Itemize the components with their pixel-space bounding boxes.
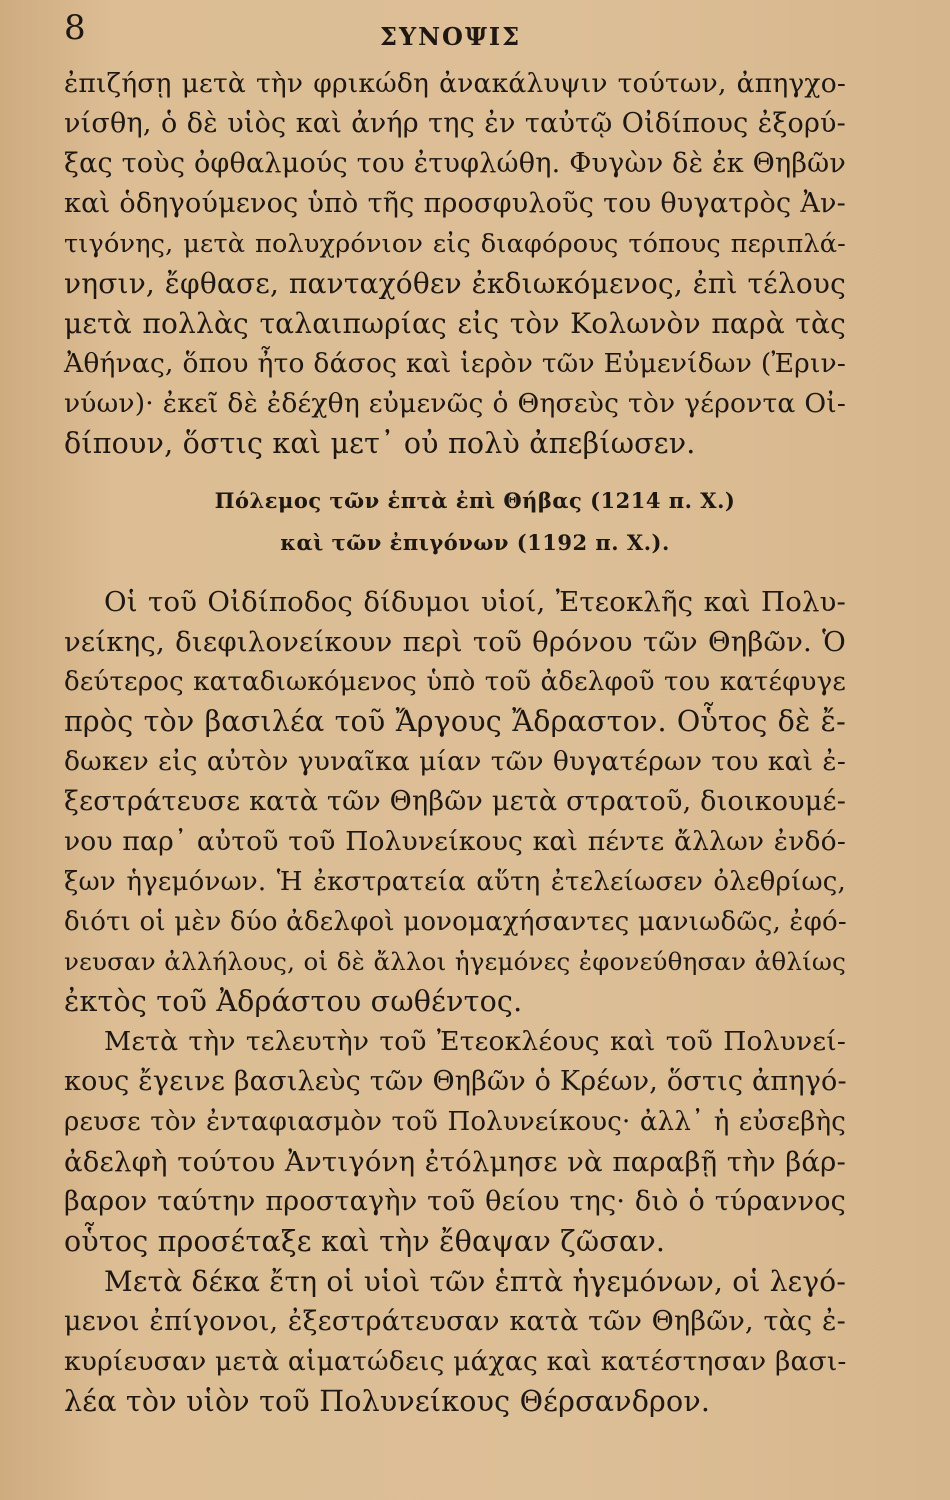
text-line: δωκεν εἰς αὐτὸν γυναῖκα μίαν τῶν θυγατέρων του καὶ ἐ-	[64, 746, 846, 777]
text-line: μενοι ἐπίγονοι, ἐξεστράτευσαν κατὰ τῶν Θηβῶν, τὰς ἐ-	[64, 1306, 846, 1337]
text-line: ἐκτὸς τοῦ Ἀδράστου σωθέντος.	[64, 985, 523, 1018]
text-line: βαρον ταύτην προσταγὴν τοῦ θείου της· διὸ ὁ τύραννος	[64, 1186, 846, 1217]
text-line: οὗτος προσέταξε καὶ τὴν ἔθαψαν ζῶσαν.	[64, 1225, 666, 1258]
text-line: λέα τὸν υἱὸν τοῦ Πολυνείκους Θέρσανδρον.	[64, 1385, 711, 1418]
text-line: νησιν, ἔφθασε, πανταχόθεν ἐκδιωκόμενος, ἐπὶ τέλους	[64, 267, 846, 300]
text-line: καὶ ὁδηγούμενος ὑπὸ τῆς προσφυλοῦς του θυγατρὸς Ἀν-	[64, 188, 846, 219]
text-line: δεύτερος καταδιωκόμενος ὑπὸ τοῦ ἀδελφοῦ του κατέφυγε	[64, 667, 846, 697]
text-line: ἀδελφὴ τούτου Ἀντιγόνη ἐτόλμησε νὰ παραβῇ τὴν βάρ-	[64, 1146, 846, 1178]
page-number: 8	[64, 8, 87, 48]
text-line: διότι οἱ μὲν δύο ἀδελφοὶ μονομαχήσαντες μανιωδῶς, ἐφό-	[64, 907, 847, 937]
text-line: ξεστράτευσε κατὰ τῶν Θηβῶν μετὰ στρατοῦ, διοικουμέ-	[64, 786, 847, 817]
text-line: κυρίευσαν μετὰ αἱματώδεις μάχας καὶ κατέστησαν βασι-	[64, 1346, 847, 1377]
text-line: νίσθη, ὁ δὲ υἱὸς καὶ ἀνήρ της ἐν ταὐτῷ Οἰδίπους ἐξορύ-	[64, 108, 846, 139]
text-line: Ἀθήνας, ὅπου ἦτο δάσος καὶ ἱερὸν τῶν Εὐμενίδων (Ἐριν-	[64, 348, 846, 379]
text-line: δίπουν, ὅστις καὶ μετ᾽ οὐ πολὺ ἀπεβίωσεν.	[64, 427, 696, 460]
text-line: Μετὰ τὴν τελευτὴν τοῦ Ἐτεοκλέους καὶ τοῦ Πολυνεί-	[104, 1026, 846, 1057]
text-line: ξας τοὺς ὀφθαλμούς του ἐτυφλώθη. Φυγὼν δὲ ἐκ Θηβῶν	[64, 148, 846, 179]
text-line: νου παρ᾽ αὐτοῦ τοῦ Πολυνείκους καὶ πέντε ἄλλων ἐνδό-	[64, 826, 846, 857]
text-line: τιγόνης, μετὰ πολυχρόνιον εἰς διαφόρους τόπους περιπλά-	[64, 229, 846, 259]
section-heading-line-1: Πόλεμος τῶν ἑπτὰ ἐπὶ Θήβας (1214 π. Χ.)	[214, 488, 736, 513]
text-line: μετὰ πολλὰς ταλαιπωρίας εἰς τὸν Κολωνὸν παρὰ τὰς	[64, 307, 846, 340]
text-line: πρὸς τὸν βασιλέα τοῦ Ἄργους Ἄδραστον. Οὗτος δὲ ἔ-	[64, 705, 846, 738]
text-line: ξων ἡγεμόνων. Ἡ ἐκστρατεία αὕτη ἐτελείωσεν ὀλεθρίως,	[64, 867, 846, 897]
text-line: νύων)· ἐκεῖ δὲ ἐδέχθη εὐμενῶς ὁ Θησεὺς τὸν γέροντα Οἰ-	[64, 388, 846, 419]
text-line: ρευσε τὸν ἐνταφιασμὸν τοῦ Πολυνείκους· ἀλλ᾽ ἡ εὐσεβὴς	[64, 1107, 846, 1137]
section-heading-line-2: καὶ τῶν ἐπιγόνων (1192 π. Χ.).	[280, 530, 670, 555]
text-line: νευσαν ἀλλήλους, οἱ δὲ ἄλλοι ἡγεμόνες ἐφονεύθησαν ἀθλίως	[64, 947, 846, 976]
text-line: ἐπιζήσῃ μετὰ τὴν φρικώδη ἀνακάλυψιν τούτων, ἀπηγχο-	[64, 68, 846, 99]
text-line: Οἱ τοῦ Οἰδίποδος δίδυμοι υἱοί, Ἐτεοκλῆς καὶ Πολυ-	[104, 586, 846, 618]
text-line: Μετὰ δέκα ἔτη οἱ υἱοὶ τῶν ἑπτὰ ἡγεμόνων, οἱ λεγό-	[104, 1265, 846, 1298]
running-head: ΣΥΝΟΨΙΣ	[380, 22, 522, 51]
text-line: νείκης, διεφιλονείκουν περὶ τοῦ θρόνου τῶν Θηβῶν. Ὁ	[64, 626, 846, 658]
text-line: κους ἔγεινε βασιλεὺς τῶν Θηβῶν ὁ Κρέων, ὅστις ἀπηγό-	[64, 1066, 847, 1097]
